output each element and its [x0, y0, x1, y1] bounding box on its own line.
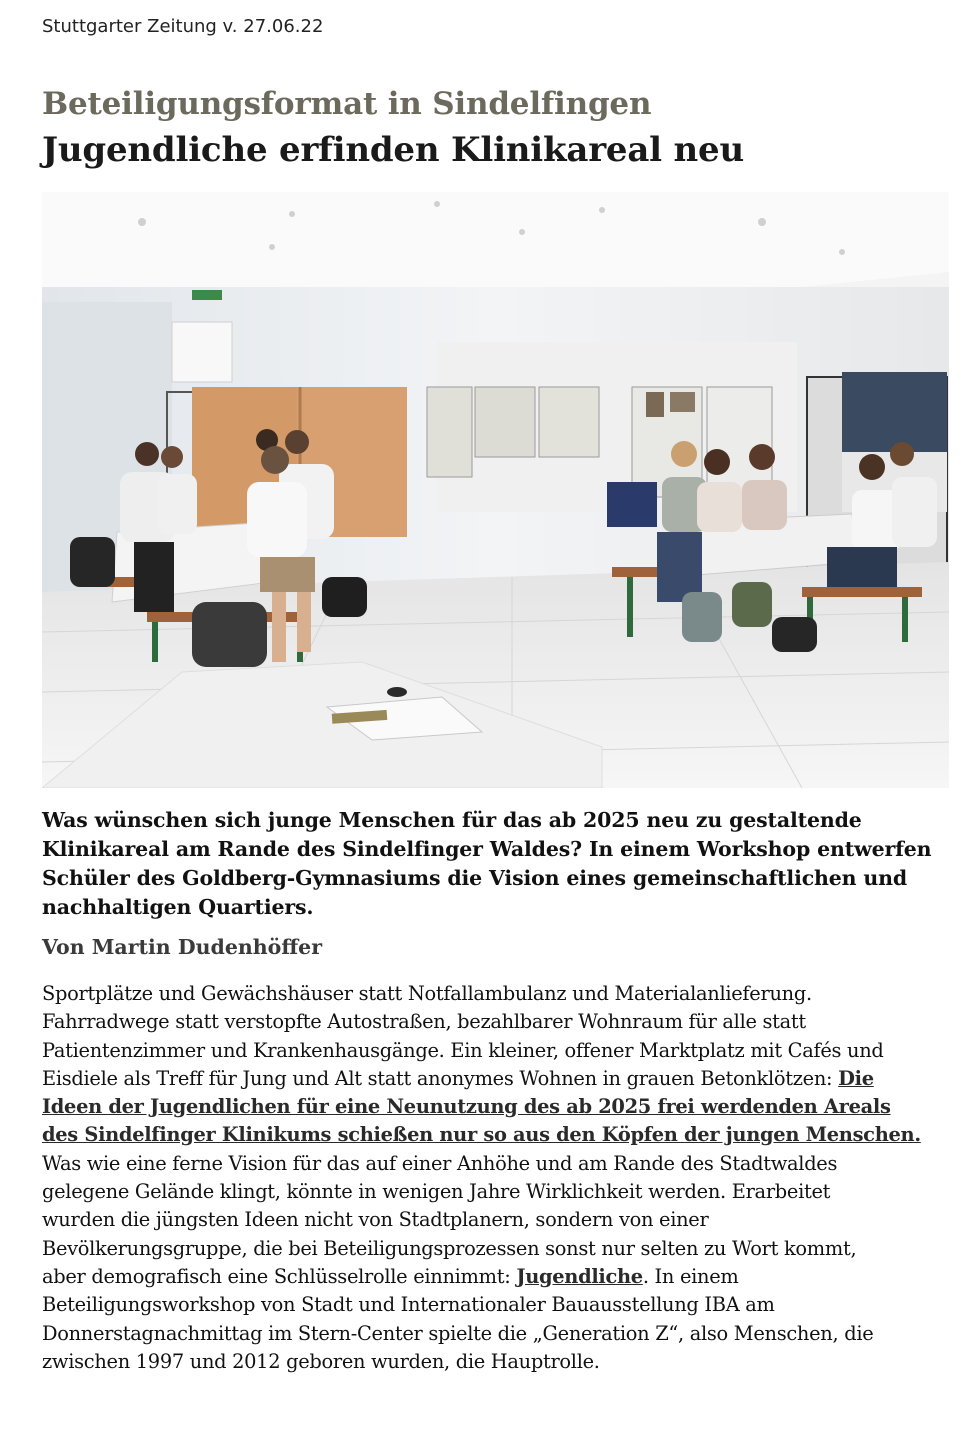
body-line	[42, 1065, 952, 1093]
article-kicker: Beteiligungsformat in Sindelfingen	[42, 86, 652, 122]
body-line: Was wie eine ferne Vision für das auf einer Anhöhe und am Rande des Stadtwaldes	[42, 1151, 838, 1175]
body-line: Donnerstagnachmittag im Stern-Center spielte die „Generation Z“, also Menschen, die	[42, 1321, 874, 1345]
article-lead	[42, 806, 942, 922]
body-line: Beteiligungsworkshop von Stadt und Internationaler Bauausstellung IBA am	[42, 1293, 775, 1317]
body-line: Bevölkerungsgruppe, die bei Beteiligungsprozessen sonst nur selten zu Wort kommt,	[42, 1236, 857, 1260]
body-line: zwischen 1997 und 2012 geboren wurden, die Hauptrolle.	[42, 1349, 600, 1373]
lead-line: Klinikareal am Rande des Sindelfinger Waldes? In einem Workshop entwerfen	[42, 837, 932, 861]
body-line: Patientenzimmer und Krankenhausgänge. Ein kleiner, offener Marktplatz mit Cafés und	[42, 1038, 884, 1062]
body-line	[42, 1263, 952, 1291]
ideas-link[interactable]: Die	[838, 1066, 874, 1090]
body-text-segment: aber demografisch eine Schlüsselrolle einnimmt:	[42, 1264, 517, 1288]
ideas-link[interactable]: des Sindelfinger Klinikums schießen nur so aus den Köpfen der jungen Menschen.	[42, 1123, 921, 1147]
body-line: wurden die jüngsten Ideen nicht von Stadtplanern, sondern von einer	[42, 1208, 709, 1232]
body-line: Fahrradwege statt verstopfte Autostraßen, bezahlbarer Wohnraum für alle statt	[42, 1010, 806, 1034]
ideas-link[interactable]: Ideen der Jugendlichen für eine Neunutzung des ab 2025 frei werdenden Areals	[42, 1095, 891, 1119]
body-line: Sportplätze und Gewächshäuser statt Notfallambulanz und Materialanlieferung.	[42, 982, 812, 1005]
body-text-segment: . In einem	[642, 1264, 739, 1288]
source-line: Stuttgarter Zeitung v. 27.06.22	[42, 16, 324, 37]
lead-line: Schüler des Goldberg-Gymnasiums die Vision eines gemeinschaftlichen und	[42, 866, 908, 890]
article-photo	[42, 192, 949, 788]
body-line	[42, 1121, 952, 1149]
lead-line: Was wünschen sich junge Menschen für das ab 2025 neu zu gestaltende	[42, 808, 862, 832]
article-body	[42, 980, 952, 1376]
article-author: Von Martin Dudenhöffer	[42, 935, 323, 959]
body-line	[42, 1093, 952, 1121]
body-text-segment: Eisdiele als Treff für Jung und Alt statt anonymes Wohnen in grauen Betonklötzen:	[42, 1066, 839, 1090]
article-headline: Jugendliche erfinden Klinikareal neu	[42, 130, 745, 170]
lead-line: nachhaltigen Quartiers.	[42, 895, 314, 919]
body-line: gelegene Gelände klingt, könnte in wenigen Jahre Wirklichkeit werden. Erarbeitet	[42, 1180, 831, 1204]
jugendliche-link[interactable]: Jugendliche	[516, 1264, 643, 1288]
